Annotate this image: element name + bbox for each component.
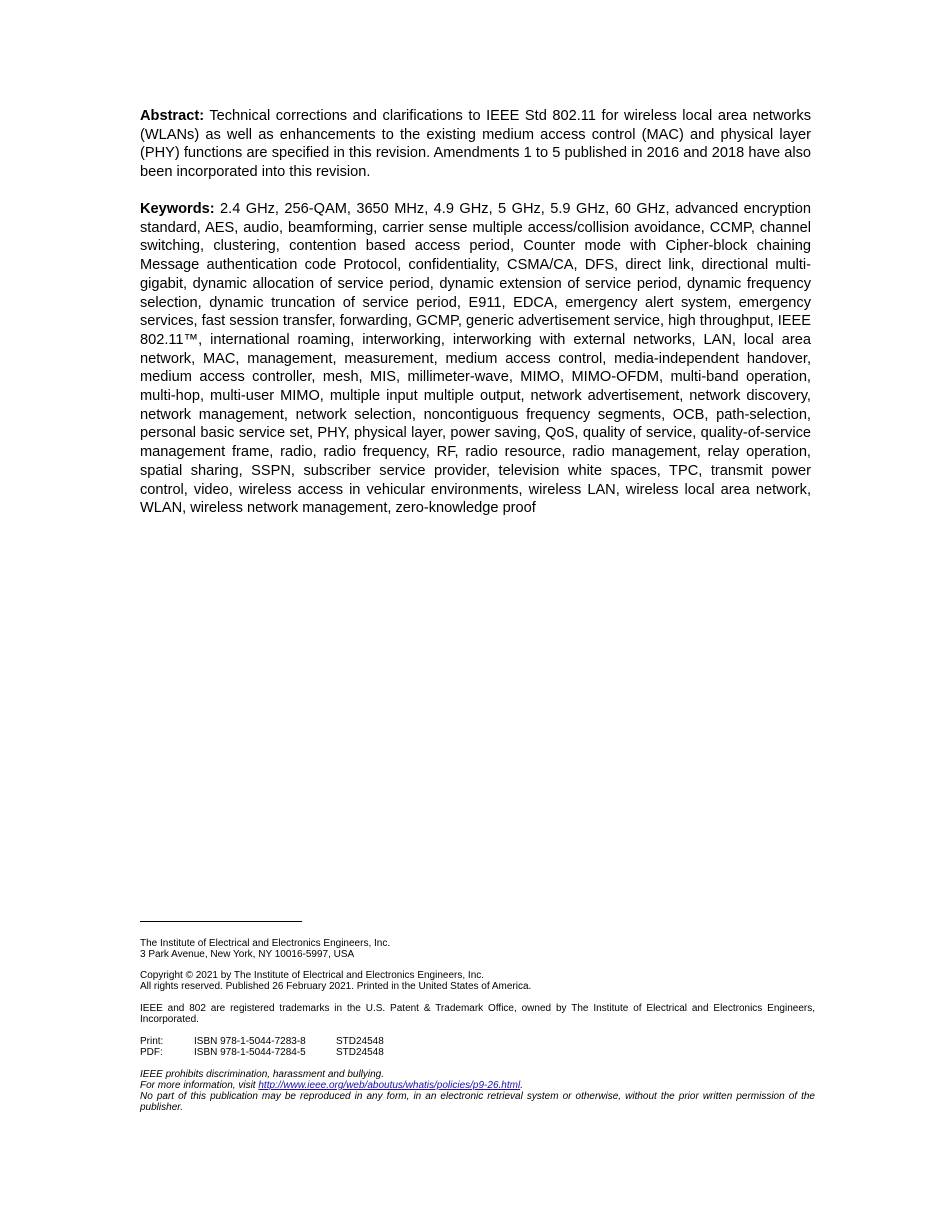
keywords-paragraph [140,200,811,518]
abstract-paragraph [140,107,811,182]
isbn-format: Print: [140,1036,164,1047]
publisher-name: The Institute of Electrical and Electronics Engineers, Inc. [140,938,391,949]
trademark-notice: IEEE and 802 are registered trademarks in the U.S. Patent & Trademark Office, owned by The Institute of Electrical and Electronics Engineers, Incorporated. [140,1003,815,1025]
copyright-block [140,970,815,992]
abstract-label: Abstract: [140,108,205,124]
policy-link[interactable]: http://www.ieee.org/web/aboutus/whatis/policies/p9-26.html [258,1080,521,1091]
isbn-number: ISBN 978-1-5044-7283-8 [194,1036,306,1047]
info-suffix: . [520,1080,523,1091]
publisher-address: 3 Park Avenue, New York, NY 10016-5997, USA [140,949,355,960]
isbn-table [140,1036,815,1058]
abstract-text: Technical corrections and clarifications to IEEE Std 802.11 for wireless local area networks (WLANs) as well as enhancements to the existing medium access control (MAC) and physical layer (PHY) functions are specified in this revision. Amendments 1 to 5 published in 2016 and 2018 have also been incorporated into this revision. [140,108,811,181]
isbn-format: PDF: [140,1047,163,1058]
publisher-block [140,938,815,960]
rights-line: All rights reserved. Published 26 February 2021. Printed in the United States of America. [140,981,532,992]
isbn-code: STD24548 [336,1047,384,1058]
info-prefix: For more information, visit [140,1080,259,1091]
legal-notice [140,1069,815,1113]
reproduction-notice: No part of this publication may be reproduced in any form, in an electronic retrieval system or otherwise, without the prior written permission of the publisher. [140,1091,815,1113]
info-line [140,1080,815,1091]
footnote-divider [140,921,302,922]
keywords-label: Keywords: [140,201,215,217]
copyright-line: Copyright © 2021 by The Institute of Electrical and Electronics Engineers, Inc. [140,970,485,981]
isbn-code: STD24548 [336,1036,384,1047]
keywords-text: 2.4 GHz, 256-QAM, 3650 MHz, 4.9 GHz, 5 GHz, 5.9 GHz, 60 GHz, advanced encryption standard, AES, audio, beamforming, carrier sense multiple access/collision avoidance, CCMP, channel switching, clustering, contention based access period, Counter mode with Cipher-block chaining Message authentication code Protocol, confidentiality, CSMA/CA, DFS, direct link, directional multi-gigabit, dynamic allocation of service period, dynamic extension of service period, dynamic frequency selection, dynamic truncation of service period, E911, EDCA, emergency alert system, emergency services, fast session transfer, forwarding, GCMP, generic advertisement service, high throughput, IEEE 802.11™, international roaming, interworking, interworking with external networks, LAN, local area network, MAC, management, measurement, medium access control, media-independent handover, medium access controller, mesh, MIS, millimeter-wave, MIMO, MIMO-OFDM, multi-band operation, multi-hop, multi-user MIMO, multiple input multiple output, network advertisement, network discovery, network management, network selection, noncontiguous frequency segments, OCB, path-selection, personal basic service set, PHY, physical layer, power saving, QoS, quality of service, quality-of-service management frame, radio, radio frequency, RF, radio resource, radio management, relay operation, spatial sharing, SSPN, subscriber service provider, television white spaces, TPC, transmit power control, video, wireless access in vehicular environments, wireless LAN, wireless local area network, WLAN, wireless network management, zero-knowledge proof [140,201,811,517]
policy-line: IEEE prohibits discrimination, harassment and bullying. [140,1069,385,1080]
isbn-row-print [140,1036,815,1047]
isbn-row-pdf [140,1047,815,1058]
isbn-number: ISBN 978-1-5044-7284-5 [194,1047,306,1058]
